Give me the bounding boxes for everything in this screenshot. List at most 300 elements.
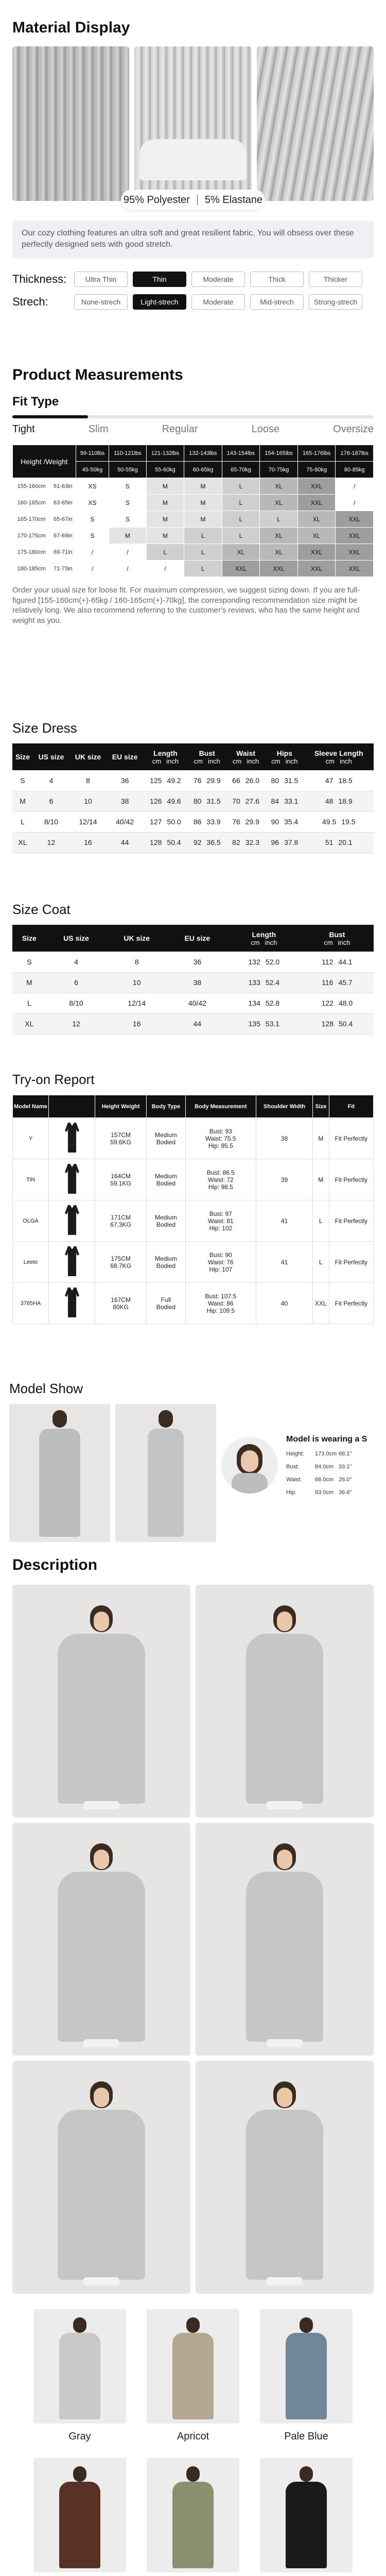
value-inch: 31.5 bbox=[206, 797, 221, 806]
dress-size-row bbox=[12, 791, 374, 811]
tryon-body-measurement-line: Bust: 107.5 bbox=[205, 1292, 237, 1300]
unit-inch: inch bbox=[166, 757, 179, 765]
tryon-figure-icon bbox=[62, 1162, 82, 1196]
tryon-body-measurement-line: Waist: 81 bbox=[208, 1217, 234, 1225]
value-inch: 52.0 bbox=[265, 957, 280, 966]
value-cm: 86 bbox=[193, 818, 202, 826]
coat-size-section bbox=[0, 902, 386, 1035]
model-stat-inch: 36.6" bbox=[339, 1489, 352, 1496]
dress-cell: 10 bbox=[69, 791, 107, 811]
measure-pair bbox=[265, 776, 304, 785]
model-show-row bbox=[9, 1404, 377, 1542]
coat-cell: 36 bbox=[167, 952, 227, 972]
composition-secondary: 5% Elastane bbox=[204, 194, 263, 206]
value-cm: 126 bbox=[150, 797, 162, 806]
dress-measure-cell bbox=[304, 791, 374, 811]
dress-measure-cell bbox=[265, 832, 304, 853]
composition-primary: 95% Polyester bbox=[123, 194, 190, 206]
measure-pair bbox=[265, 838, 304, 846]
value-cm: 128 bbox=[150, 838, 162, 847]
model-photo-side bbox=[115, 1404, 216, 1542]
height-in-label: 63-65in bbox=[50, 495, 76, 511]
value-cm: 48 bbox=[325, 797, 334, 806]
height-in-label: 69-71in bbox=[50, 544, 76, 561]
recommended-size-cell: / bbox=[76, 561, 109, 577]
recommended-size-cell: L bbox=[184, 528, 222, 544]
color-options bbox=[12, 2309, 374, 2576]
tryon-row bbox=[13, 1283, 374, 1324]
dress-header-label: Length bbox=[153, 749, 178, 757]
tryon-fit: Fit Perfectly bbox=[329, 1283, 373, 1324]
recommended-size-cell: XXL bbox=[336, 561, 374, 577]
recommended-size-cell: XXL bbox=[260, 561, 298, 577]
tryon-body-measurement bbox=[185, 1283, 256, 1324]
height-cm-label: 170-175cm bbox=[13, 528, 50, 544]
dress-measure-cell bbox=[226, 770, 265, 791]
value-inch: 53.1 bbox=[265, 1020, 280, 1028]
dress-header-label: Bust bbox=[199, 749, 215, 757]
coat-size-title: Size Coat bbox=[12, 902, 71, 917]
tryon-body-measurement-line: Bust: 86.5 bbox=[206, 1168, 235, 1176]
thickness-option-thicker: Thicker bbox=[309, 272, 362, 287]
model-stat-row bbox=[286, 1489, 367, 1496]
coat-size-row bbox=[12, 1013, 374, 1034]
model-show-title: Model Show bbox=[9, 1381, 83, 1396]
tryon-height-weight-line: 171CM bbox=[111, 1213, 131, 1221]
tryon-row bbox=[13, 1118, 374, 1159]
weight-lb-header: 132-143lbs bbox=[184, 445, 222, 462]
height-cm-label: 160-165cm bbox=[13, 495, 50, 511]
unit-cm: cm bbox=[152, 757, 162, 765]
value-cm: 125 bbox=[150, 776, 162, 785]
coat-cell: L bbox=[12, 993, 46, 1013]
dress-measure-cell bbox=[143, 811, 187, 832]
fit-type-title: Fit Type bbox=[12, 395, 59, 409]
dress-cell: 4 bbox=[33, 770, 69, 791]
weight-lb-header: 110-121lbs bbox=[109, 445, 146, 462]
recommended-size-cell: M bbox=[146, 511, 184, 528]
coat-cell: 6 bbox=[46, 972, 107, 993]
value-cm: 51 bbox=[325, 838, 334, 847]
color-option-coffee-brown[interactable] bbox=[33, 2458, 126, 2576]
tryon-row bbox=[13, 1242, 374, 1283]
fabric-folded-image bbox=[257, 46, 374, 201]
measure-pair bbox=[227, 999, 301, 1007]
coat-cell: S bbox=[12, 952, 46, 972]
unit-pair bbox=[265, 757, 304, 765]
description-photo bbox=[196, 1585, 374, 1818]
tryon-body-type-line: Bodied bbox=[156, 1262, 176, 1269]
coat-cell: 12/14 bbox=[106, 993, 167, 1013]
tryon-row bbox=[13, 1159, 374, 1200]
model-stat-cm: 173.0cm bbox=[315, 1451, 337, 1458]
coat-size-table bbox=[12, 925, 374, 1035]
recommended-size-cell: XXL bbox=[336, 528, 374, 544]
tryon-body-type-line: Bodied bbox=[156, 1179, 176, 1187]
tryon-photo bbox=[49, 1118, 95, 1159]
value-cm: 70 bbox=[232, 797, 240, 806]
dress-cell: L bbox=[12, 811, 33, 832]
tryon-body-type bbox=[147, 1242, 186, 1283]
value-cm: 96 bbox=[271, 838, 279, 847]
measure-pair bbox=[226, 818, 265, 826]
recommended-size-cell: M bbox=[109, 528, 146, 544]
tryon-size: L bbox=[313, 1242, 329, 1283]
value-cm: 76 bbox=[193, 776, 202, 785]
tryon-body-type-line: Medium bbox=[155, 1131, 177, 1139]
tryon-figure-icon bbox=[62, 1121, 82, 1155]
unit-pair bbox=[301, 939, 374, 946]
recommended-size-cell: L bbox=[146, 544, 184, 561]
recommended-size-cell: / bbox=[109, 544, 146, 561]
description-photo bbox=[196, 2061, 374, 2294]
model-stat-cm: 84.0cm bbox=[315, 1464, 334, 1470]
model-stat-inch: 26.0" bbox=[339, 1477, 352, 1483]
dress-header-sleeve-length bbox=[304, 743, 374, 770]
height-in-label: 61-63in bbox=[50, 478, 76, 495]
recommended-size-cell: XL bbox=[297, 528, 336, 544]
unit-pair bbox=[143, 757, 187, 765]
coat-header-label: Size bbox=[22, 934, 37, 943]
coat-measure-cell bbox=[227, 972, 301, 993]
recommended-size-cell: XL bbox=[297, 511, 336, 528]
dress-cell: XL bbox=[12, 832, 33, 853]
coat-measure-cell bbox=[227, 993, 301, 1013]
unit-pair bbox=[227, 939, 301, 946]
recommended-size-cell: XXL bbox=[336, 511, 374, 528]
size-note: Order your usual size for loose fit. For maximum compression, we suggest sizing down. If you are full-figured [155-160cm(+)-65kg / 160-165cm(+)-70kg], the corresponding recommendation size might be relatively long. We also recommend referring to the customer's reviews, who has the same height and weight as you. bbox=[12, 586, 360, 625]
model-stat-inch: 33.1" bbox=[339, 1464, 352, 1470]
dress-cell: 44 bbox=[107, 832, 143, 853]
dress-measure-cell bbox=[265, 770, 304, 791]
coat-cell: 4 bbox=[46, 952, 107, 972]
value-cm: 66 bbox=[232, 776, 240, 785]
measure-pair bbox=[301, 978, 374, 987]
fit-option-oversize: Oversize bbox=[333, 423, 374, 435]
coat-cell: XL bbox=[12, 1013, 46, 1034]
model-wearing-size: Model is wearing a S bbox=[286, 1435, 367, 1444]
model-stat-label: Waist: bbox=[286, 1477, 302, 1483]
stretch-row bbox=[12, 294, 374, 310]
tryon-section bbox=[0, 1072, 386, 1324]
recommended-size-cell: M bbox=[184, 511, 222, 528]
fabric-closeup-image bbox=[12, 46, 129, 201]
recommended-size-cell: M bbox=[146, 495, 184, 511]
recommended-size-cell: L bbox=[222, 495, 260, 511]
measure-pair bbox=[304, 818, 374, 826]
color-option-black[interactable] bbox=[260, 2458, 353, 2576]
tryon-height-weight bbox=[95, 1242, 147, 1283]
measure-pair bbox=[188, 838, 226, 846]
measurements-section bbox=[0, 366, 386, 625]
coat-header-length bbox=[227, 925, 301, 952]
unit-inch: inch bbox=[340, 757, 352, 765]
coat-header-uk-size bbox=[106, 925, 167, 952]
tryon-body-type-line: Bodied bbox=[156, 1221, 176, 1228]
value-cm: 122 bbox=[321, 999, 334, 1008]
color-option-gray[interactable] bbox=[33, 2309, 126, 2443]
value-inch: 52.8 bbox=[265, 999, 280, 1008]
coat-cell: 10 bbox=[106, 972, 167, 993]
recommended-size-cell: XL bbox=[260, 528, 298, 544]
tryon-shoulder: 40 bbox=[256, 1283, 312, 1324]
dress-size-row bbox=[12, 811, 374, 832]
measure-pair bbox=[226, 797, 265, 805]
recommended-size-cell: S bbox=[76, 528, 109, 544]
coat-measure-cell bbox=[301, 993, 374, 1013]
tryon-body-type-line: Medium bbox=[155, 1255, 177, 1262]
measure-pair bbox=[143, 838, 187, 846]
coat-size-row bbox=[12, 993, 374, 1013]
coat-cell: 44 bbox=[167, 1013, 227, 1034]
recommended-size-cell: M bbox=[184, 495, 222, 511]
tryon-body-measurement-line: Hip: 95.5 bbox=[208, 1142, 233, 1149]
measure-pair bbox=[304, 797, 374, 805]
weight-kg-header: 55-60kg bbox=[146, 462, 184, 478]
stretch-option-moderate: Moderate bbox=[191, 294, 245, 310]
tryon-shoulder: 39 bbox=[256, 1159, 312, 1200]
hw-row bbox=[13, 495, 374, 511]
measure-pair bbox=[265, 797, 304, 805]
stretch-option-light-strech: Light-strech bbox=[133, 294, 186, 310]
dress-header-eu-size bbox=[107, 743, 143, 770]
tryon-model-name: 3765HA bbox=[13, 1283, 49, 1324]
stretch-label: Strech: bbox=[12, 295, 48, 308]
measure-pair bbox=[226, 776, 265, 785]
dress-header-label: EU size bbox=[112, 753, 138, 761]
coat-cell: 38 bbox=[167, 972, 227, 993]
tryon-height-weight-line: 67.3KG bbox=[110, 1221, 131, 1228]
unit-inch: inch bbox=[285, 757, 298, 765]
value-inch: 29.9 bbox=[245, 818, 259, 826]
recommended-size-cell: M bbox=[146, 478, 184, 495]
dress-header-label: Sleeve Length bbox=[314, 749, 363, 757]
composition-badge bbox=[121, 190, 265, 210]
description-title: Description bbox=[12, 1556, 98, 1573]
tryon-body-type bbox=[147, 1200, 186, 1242]
fit-option-regular: Regular bbox=[162, 423, 198, 435]
coat-measure-cell bbox=[301, 952, 374, 972]
recommended-size-cell: XL bbox=[222, 544, 260, 561]
unit-inch: inch bbox=[265, 938, 277, 946]
value-cm: 128 bbox=[321, 1020, 334, 1028]
color-option-army-green[interactable] bbox=[147, 2458, 239, 2576]
dress-cell: 40/42 bbox=[107, 811, 143, 832]
value-inch: 27.6 bbox=[245, 797, 259, 806]
value-inch: 50.0 bbox=[167, 818, 181, 826]
fit-type-labels bbox=[12, 423, 374, 435]
tryon-height-weight-line: 164CM bbox=[111, 1172, 131, 1180]
fit-option-tight: Tight bbox=[12, 423, 35, 435]
description-photos bbox=[12, 1585, 374, 2294]
value-cm: 92 bbox=[193, 838, 202, 847]
coat-cell: 16 bbox=[106, 1013, 167, 1034]
tryon-height-weight bbox=[95, 1200, 147, 1242]
tryon-fit: Fit Perfectly bbox=[329, 1200, 373, 1242]
dress-measure-cell bbox=[188, 791, 226, 811]
tryon-body-type-line: Full bbox=[161, 1296, 171, 1303]
stretch-option-none-strech: None-strech bbox=[74, 294, 128, 310]
coat-header-row bbox=[12, 925, 374, 952]
model-stat-row bbox=[286, 1451, 367, 1457]
dress-measure-cell bbox=[226, 791, 265, 811]
tryon-header-fit: Fit bbox=[329, 1095, 373, 1118]
recommended-size-cell: M bbox=[184, 478, 222, 495]
color-name: Gray bbox=[68, 2431, 91, 2442]
value-cm: 116 bbox=[322, 978, 334, 987]
value-inch: 50.4 bbox=[167, 838, 181, 847]
unit-cm: cm bbox=[324, 938, 333, 946]
thickness-option-thin: Thin bbox=[133, 272, 186, 287]
tryon-body-type-line: Medium bbox=[155, 1172, 177, 1180]
model-show-section bbox=[9, 1381, 377, 1542]
tryon-model-name: Leeto bbox=[13, 1242, 49, 1283]
coat-cell: 40/42 bbox=[167, 993, 227, 1013]
tryon-model-name: TiN bbox=[13, 1159, 49, 1200]
tryon-height-weight-line: 59.1KG bbox=[110, 1179, 131, 1187]
recommended-size-cell: L bbox=[222, 511, 260, 528]
unit-cm: cm bbox=[325, 757, 335, 765]
weight-kg-header: 65-70kg bbox=[222, 462, 260, 478]
unit-cm: cm bbox=[271, 757, 280, 765]
dress-cell: 16 bbox=[69, 832, 107, 853]
value-inch: 33.1 bbox=[284, 797, 299, 806]
measure-pair bbox=[143, 776, 187, 785]
dress-header-size bbox=[12, 743, 33, 770]
tryon-size: M bbox=[313, 1118, 329, 1159]
model-stat-row bbox=[286, 1464, 367, 1470]
composition-divider bbox=[197, 195, 198, 205]
coat-header-label: US size bbox=[63, 934, 89, 943]
recommended-size-cell: / bbox=[76, 544, 109, 561]
material-section bbox=[0, 19, 386, 310]
dress-measure-cell bbox=[226, 811, 265, 832]
dress-header-uk-size bbox=[69, 743, 107, 770]
hw-row bbox=[13, 544, 374, 561]
weight-lb-header: 154-165lbs bbox=[260, 445, 298, 462]
dress-measure-cell bbox=[188, 832, 226, 853]
color-option-apricot[interactable] bbox=[147, 2309, 239, 2443]
measurements-title: Product Measurements bbox=[12, 366, 183, 383]
dress-size-row bbox=[12, 770, 374, 791]
coat-size-row bbox=[12, 972, 374, 993]
weight-kg-header: 80-85kg bbox=[336, 462, 374, 478]
value-inch: 49.2 bbox=[167, 776, 181, 785]
tryon-header-row bbox=[13, 1095, 374, 1118]
dress-header-length bbox=[143, 743, 187, 770]
coat-header-us-size bbox=[46, 925, 107, 952]
thickness-option-moderate: Moderate bbox=[191, 272, 245, 287]
tryon-table bbox=[12, 1095, 374, 1324]
dress-size-row bbox=[12, 832, 374, 853]
value-inch: 20.1 bbox=[338, 838, 353, 847]
measure-pair bbox=[301, 958, 374, 966]
weight-lb-header: 99-110lbs bbox=[76, 445, 109, 462]
dress-header-us-size bbox=[33, 743, 69, 770]
dress-measure-cell bbox=[188, 811, 226, 832]
description-photo bbox=[12, 1823, 190, 2056]
tryon-figure-icon bbox=[62, 1285, 82, 1319]
hw-row bbox=[13, 478, 374, 495]
dress-cell: 12/14 bbox=[69, 811, 107, 832]
coat-cell: 8/10 bbox=[46, 993, 107, 1013]
stretch-option-mid-strech: Mid-strech bbox=[250, 294, 304, 310]
unit-cm: cm bbox=[251, 938, 260, 946]
stretch-option-strong-strech: Strong-strech bbox=[309, 294, 362, 310]
dress-measure-cell bbox=[143, 770, 187, 791]
dress-header-bust bbox=[188, 743, 226, 770]
value-cm: 135 bbox=[248, 1020, 260, 1028]
hw-row bbox=[13, 561, 374, 577]
value-inch: 19.5 bbox=[341, 818, 356, 826]
dress-measure-cell bbox=[143, 832, 187, 853]
measure-pair bbox=[188, 818, 226, 826]
tryon-size: M bbox=[313, 1159, 329, 1200]
weight-kg-header: 45-50kg bbox=[76, 462, 109, 478]
tryon-height-weight bbox=[95, 1159, 147, 1200]
tryon-photo bbox=[49, 1200, 95, 1242]
dress-measure-cell bbox=[188, 770, 226, 791]
thickness-option-thick: Thick bbox=[250, 272, 304, 287]
unit-inch: inch bbox=[247, 757, 259, 765]
height-weight-table bbox=[12, 445, 374, 577]
recommended-size-cell: XL bbox=[260, 495, 298, 511]
height-in-label: 71-73in bbox=[50, 561, 76, 577]
tryon-body-type bbox=[147, 1159, 186, 1200]
weight-kg-header: 60-65kg bbox=[184, 462, 222, 478]
tryon-header-photo bbox=[49, 1095, 95, 1118]
dress-header-label: US size bbox=[38, 753, 64, 761]
tryon-body-measurement-line: Bust: 97 bbox=[209, 1210, 232, 1217]
recommended-size-cell: XXL bbox=[297, 478, 336, 495]
material-images bbox=[12, 46, 374, 201]
model-stat-cm: 66.0cm bbox=[315, 1477, 334, 1483]
tryon-body-type-line: Bodied bbox=[156, 1138, 176, 1146]
value-cm: 132 bbox=[248, 957, 260, 966]
dress-cell: 12 bbox=[33, 832, 69, 853]
coat-header-eu-size bbox=[167, 925, 227, 952]
color-photo bbox=[147, 2458, 239, 2572]
height-cm-label: 180-185cm bbox=[13, 561, 50, 577]
color-name: Apricot bbox=[177, 2431, 209, 2442]
weight-lb-header: 176-187lbs bbox=[336, 445, 374, 462]
tryon-body-measurement bbox=[185, 1242, 256, 1283]
tryon-fit: Fit Perfectly bbox=[329, 1159, 373, 1200]
dress-measure-cell bbox=[226, 832, 265, 853]
recommended-size-cell: / bbox=[109, 561, 146, 577]
value-inch: 37.8 bbox=[284, 838, 299, 847]
recommended-size-cell: XS bbox=[76, 478, 109, 495]
height-cm-label: 155-160cm bbox=[13, 478, 50, 495]
description-photo bbox=[12, 1585, 190, 1818]
hw-corner-label: Height /Weight bbox=[13, 445, 76, 478]
value-inch: 33.9 bbox=[206, 818, 221, 826]
dress-cell: M bbox=[12, 791, 33, 811]
tryon-body-measurement-line: Waist: 72 bbox=[208, 1176, 234, 1183]
hw-row bbox=[13, 511, 374, 528]
tryon-body-measurement-line: Waist: 86 bbox=[208, 1299, 234, 1307]
thickness-options bbox=[74, 272, 362, 287]
tryon-body-type-line: Bodied bbox=[156, 1303, 176, 1311]
recommended-size-cell: XS bbox=[76, 495, 109, 511]
coat-cell: M bbox=[12, 972, 46, 993]
unit-pair bbox=[188, 757, 226, 765]
coat-measure-cell bbox=[227, 1013, 301, 1034]
tryon-header-body-measurement: Body Measurement bbox=[185, 1095, 256, 1118]
tryon-body-measurement-line: Waist: 76 bbox=[208, 1258, 234, 1266]
color-option-pale-blue[interactable] bbox=[260, 2309, 353, 2443]
tryon-body-measurement-line: Bust: 90 bbox=[209, 1251, 232, 1259]
